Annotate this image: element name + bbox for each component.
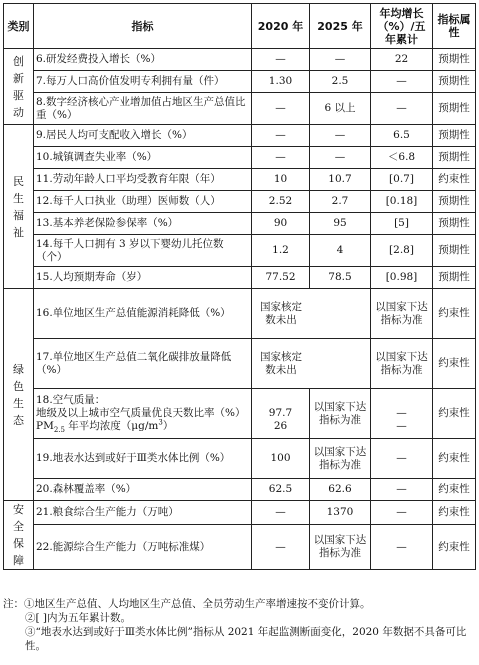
table-row xyxy=(4,49,476,71)
indicator-table xyxy=(3,3,476,570)
value-attribute: 预期性 xyxy=(433,71,476,93)
indicator-name: 16.单位地区生产总值能源消耗降低（%） xyxy=(34,289,252,339)
value-growth: — xyxy=(371,525,433,570)
value-2020-2025-merged: 国家核定数未出 xyxy=(252,339,371,389)
table-row xyxy=(4,93,476,125)
table-row xyxy=(4,501,476,525)
table-row xyxy=(4,267,476,289)
value-2025: 62.6 xyxy=(310,479,371,501)
table-row xyxy=(4,289,476,339)
value-2025: 4 xyxy=(310,235,371,267)
table-row xyxy=(4,191,476,213)
value-2025: — xyxy=(310,125,371,147)
table-row xyxy=(4,71,476,93)
value-2025: 以国家下达指标为准 xyxy=(310,439,371,479)
value-2025: 78.5 xyxy=(310,267,371,289)
value-2020-2025-merged: 国家核定数未出 xyxy=(252,289,371,339)
value-2020: — xyxy=(252,125,310,147)
header-attribute: 指标属性 xyxy=(433,4,476,49)
value-attribute: 约束性 xyxy=(433,439,476,479)
table-header-row xyxy=(4,4,476,49)
value-growth: 6.5 xyxy=(371,125,433,147)
header-category: 类别 xyxy=(4,4,34,49)
value-attribute: 预期性 xyxy=(433,267,476,289)
indicator-name-line: 地级及以上城市空气质量优良天数比率（%） xyxy=(36,407,246,419)
indicator-name: 11.劳动年龄人口平均受教育年限（年） xyxy=(34,169,252,191)
value-growth: [2.8] xyxy=(371,235,433,267)
indicator-name: 20.森林覆盖率（%） xyxy=(34,479,252,501)
value-attribute: 约束性 xyxy=(433,525,476,570)
value-attribute: 约束性 xyxy=(433,289,476,339)
table-row xyxy=(4,525,476,570)
value-2025: 以国家下达指标为准 xyxy=(310,389,371,439)
table-row xyxy=(4,169,476,191)
value-2025: — xyxy=(310,49,371,71)
value-growth: [0.7] xyxy=(371,169,433,191)
value-2025: — xyxy=(310,147,371,169)
value-2020: — xyxy=(252,501,310,525)
group-green: 绿色生态 xyxy=(4,289,34,501)
value-2025: 1370 xyxy=(310,501,371,525)
header-2025: 2025 年 xyxy=(310,4,371,49)
value-growth: ＜6.8 xyxy=(371,147,433,169)
value-2020: 90 xyxy=(252,213,310,235)
indicator-name: 7.每万人口高价值发明专利拥有量（件） xyxy=(34,71,252,93)
indicator-name: 9.居民人均可支配收入增长（%） xyxy=(34,125,252,147)
value-2020: — xyxy=(252,525,310,570)
indicator-name-line: $PM_{2.5}$ 年平均浓度$(\mu g/m^3)$ xyxy=(36,418,174,435)
indicator-name: 19.地表水达到或好于Ⅲ类水体比例（%） xyxy=(34,439,252,479)
table-notes xyxy=(3,597,475,653)
value-attribute: 约束性 xyxy=(433,501,476,525)
value-2020: — xyxy=(252,93,310,125)
value-2025: 6 以上 xyxy=(310,93,371,125)
value-2020: 100 xyxy=(252,439,310,479)
value-2020: 62.5 xyxy=(252,479,310,501)
value-2025: 2.5 xyxy=(310,71,371,93)
indicator-name-line: 18.空气质量： xyxy=(36,394,106,406)
value-growth: — — xyxy=(371,389,433,439)
indicator-name xyxy=(34,389,252,439)
value-attribute: 约束性 xyxy=(433,339,476,389)
indicator-name: 21.粮食综合生产能力（万吨） xyxy=(34,501,252,525)
value-attribute: 约束性 xyxy=(433,169,476,191)
indicator-name: 6.研发经费投入增长（%） xyxy=(34,49,252,71)
value-growth: — xyxy=(371,501,433,525)
value-growth: — xyxy=(371,71,433,93)
value-attribute: 约束性 xyxy=(433,389,476,439)
group-innovation: 创新驱动 xyxy=(4,49,34,125)
value-2020: 1.2 xyxy=(252,235,310,267)
table-row xyxy=(4,389,476,439)
value-growth: — xyxy=(371,93,433,125)
value-2020: 1.30 xyxy=(252,71,310,93)
value-growth: 以国家下达指标为准 xyxy=(371,339,433,389)
value-attribute: 预期性 xyxy=(433,147,476,169)
value-attribute: 预期性 xyxy=(433,235,476,267)
table-row xyxy=(4,339,476,389)
group-livelihood: 民生福祉 xyxy=(4,125,34,289)
note-1: ①地区生产总值、人均地区生产总值、全员劳动生产率增速按不变价计算。 xyxy=(24,598,371,610)
value-2020: 10 xyxy=(252,169,310,191)
value-growth: [0.98] xyxy=(371,267,433,289)
indicator-name: 13.基本养老保险参保率（%） xyxy=(34,213,252,235)
indicator-name: 22.能源综合生产能力（万吨标准煤） xyxy=(34,525,252,570)
note-3: ③“地表水达到或好于Ⅲ类水体比例”指标从 2021 年起监测断面变化，2020 年数据不具备可比性。 xyxy=(25,626,467,652)
value-attribute: 预期性 xyxy=(433,93,476,125)
table-row xyxy=(4,479,476,501)
header-2020: 2020 年 xyxy=(252,4,310,49)
indicator-name: 10.城镇调查失业率（%） xyxy=(34,147,252,169)
value-growth: — xyxy=(371,479,433,501)
value-2020: 77.52 xyxy=(252,267,310,289)
indicator-name: 17.单位地区生产总值二氧化碳排放量降低（%） xyxy=(34,339,252,389)
indicator-name: 15.人均预期寿命（岁） xyxy=(34,267,252,289)
value-attribute: 预期性 xyxy=(433,191,476,213)
value-growth: 22 xyxy=(371,49,433,71)
value-2025: 95 xyxy=(310,213,371,235)
header-indicator: 指标 xyxy=(34,4,252,49)
value-attribute: 约束性 xyxy=(433,479,476,501)
value-2020: — xyxy=(252,49,310,71)
value-growth: — xyxy=(371,439,433,479)
indicator-name: 12.每千人口执业（助理）医师数（人） xyxy=(34,191,252,213)
table-row xyxy=(4,235,476,267)
table-row xyxy=(4,213,476,235)
notes-lead: 注： xyxy=(3,598,24,610)
table-row xyxy=(4,125,476,147)
value-growth: [0.18] xyxy=(371,191,433,213)
group-security: 安全保障 xyxy=(4,501,34,570)
table-row xyxy=(4,147,476,169)
value-attribute: 预期性 xyxy=(433,213,476,235)
value-2020: 97.7 26 xyxy=(252,389,310,439)
value-2020: 2.52 xyxy=(252,191,310,213)
note-2: ②[ ]内为五年累计数。 xyxy=(25,612,132,624)
header-growth: 年均增长（%）/五年累计 xyxy=(371,4,433,49)
value-attribute: 预期性 xyxy=(433,49,476,71)
value-growth: 以国家下达指标为准 xyxy=(371,289,433,339)
value-attribute: 预期性 xyxy=(433,125,476,147)
value-2025: 以国家下达指标为准 xyxy=(310,525,371,570)
value-growth: [5] xyxy=(371,213,433,235)
value-2025: 2.7 xyxy=(310,191,371,213)
indicator-name: 14.每千人口拥有 3 岁以下婴幼儿托位数（个） xyxy=(34,235,252,267)
value-2025: 10.7 xyxy=(310,169,371,191)
indicator-name: 8.数字经济核心产业增加值占地区生产总值比重（%） xyxy=(34,93,252,125)
value-2020: — xyxy=(252,147,310,169)
table-row xyxy=(4,439,476,479)
